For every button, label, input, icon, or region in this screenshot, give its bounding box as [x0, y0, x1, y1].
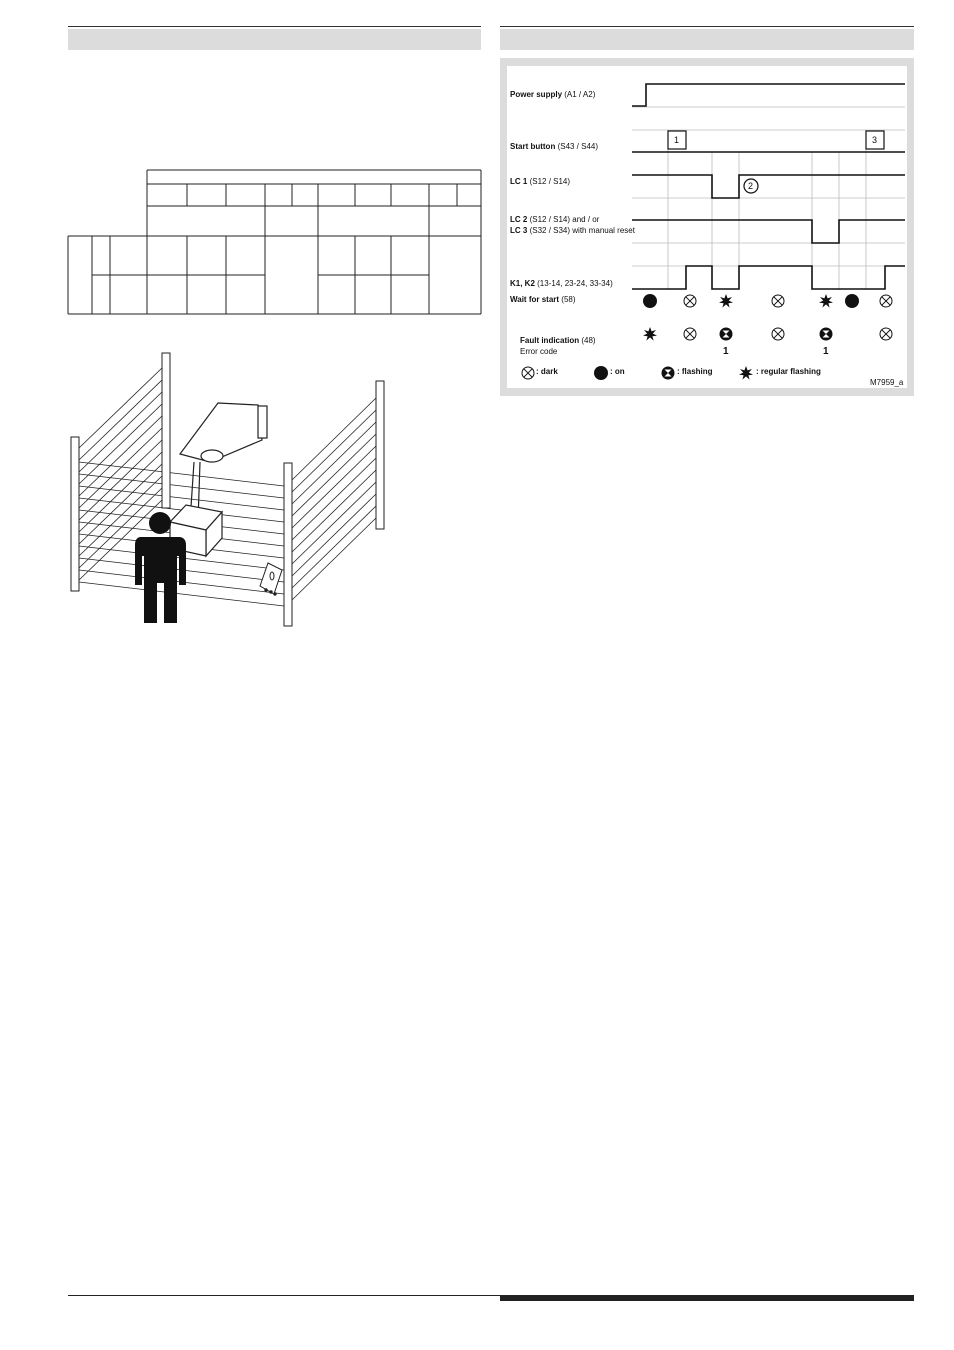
- marker-1: 1: [674, 135, 680, 145]
- label-wait-for-start-terminal: (58): [561, 295, 576, 304]
- error-code-value-1: 1: [723, 346, 729, 357]
- wait-regular-flashing-icon: [819, 294, 833, 308]
- legend-on-label: : on: [610, 367, 625, 376]
- label-fault-indication-terminal: (48): [581, 336, 596, 345]
- label-start-button-terminals: (S43 / S44): [557, 142, 599, 151]
- label-lc1-name: LC 1: [510, 177, 528, 186]
- wait-on-icon: [845, 294, 859, 308]
- wait-regular-flashing-icon: [719, 294, 733, 308]
- label-power-supply-terminals: (A1 / A2): [564, 90, 596, 99]
- label-lc3-terminals: (S32 / S34) with manual reset: [529, 226, 635, 235]
- legend-regular-flashing-label: : regular flashing: [756, 367, 821, 376]
- label-start-button-name: Start button: [510, 142, 556, 151]
- figure-id: M7959_a: [870, 378, 904, 387]
- legend-dark-label: : dark: [536, 367, 558, 376]
- wait-on-icon: [643, 294, 657, 308]
- wait-dark-icon: [772, 295, 784, 307]
- label-k1-k2-name: K1, K2: [510, 279, 535, 288]
- legend-dark-icon: [522, 367, 534, 379]
- label-error-code: Error code: [520, 347, 558, 356]
- label-lc2-terminals: (S12 / S14) and / or: [529, 215, 600, 224]
- label-k1-k2-terminals: (13-14, 23-24, 33-34): [537, 279, 613, 288]
- label-power-supply-name: Power supply: [510, 90, 563, 99]
- legend-flashing-label: : flashing: [677, 367, 713, 376]
- marker-3: 3: [872, 135, 878, 145]
- legend-regular-flashing-icon: [739, 366, 753, 380]
- footer-rule-right: [500, 1295, 914, 1301]
- fault-dark-icon: [772, 328, 784, 340]
- label-lc3-name: LC 3: [510, 226, 528, 235]
- fault-dark-icon: [684, 328, 696, 340]
- label-wait-for-start-name: Wait for start: [510, 295, 560, 304]
- label-lc2-name: LC 2: [510, 215, 528, 224]
- fault-flashing-icon: [720, 328, 733, 341]
- fault-dark-icon: [880, 328, 892, 340]
- fault-flashing-icon: [820, 328, 833, 341]
- error-code-value-2: 1: [823, 346, 829, 357]
- label-fault-indication-name: Fault indication: [520, 336, 580, 345]
- wait-dark-icon: [684, 295, 696, 307]
- footer-rule-left: [68, 1295, 500, 1296]
- label-lc1-terminals: (S12 / S14): [529, 177, 571, 186]
- marker-2: 2: [748, 181, 754, 191]
- legend-on-icon: [594, 366, 608, 380]
- wait-dark-icon: [880, 295, 892, 307]
- fault-regular-flashing-icon: [643, 327, 657, 341]
- legend-flashing-icon: [662, 367, 675, 380]
